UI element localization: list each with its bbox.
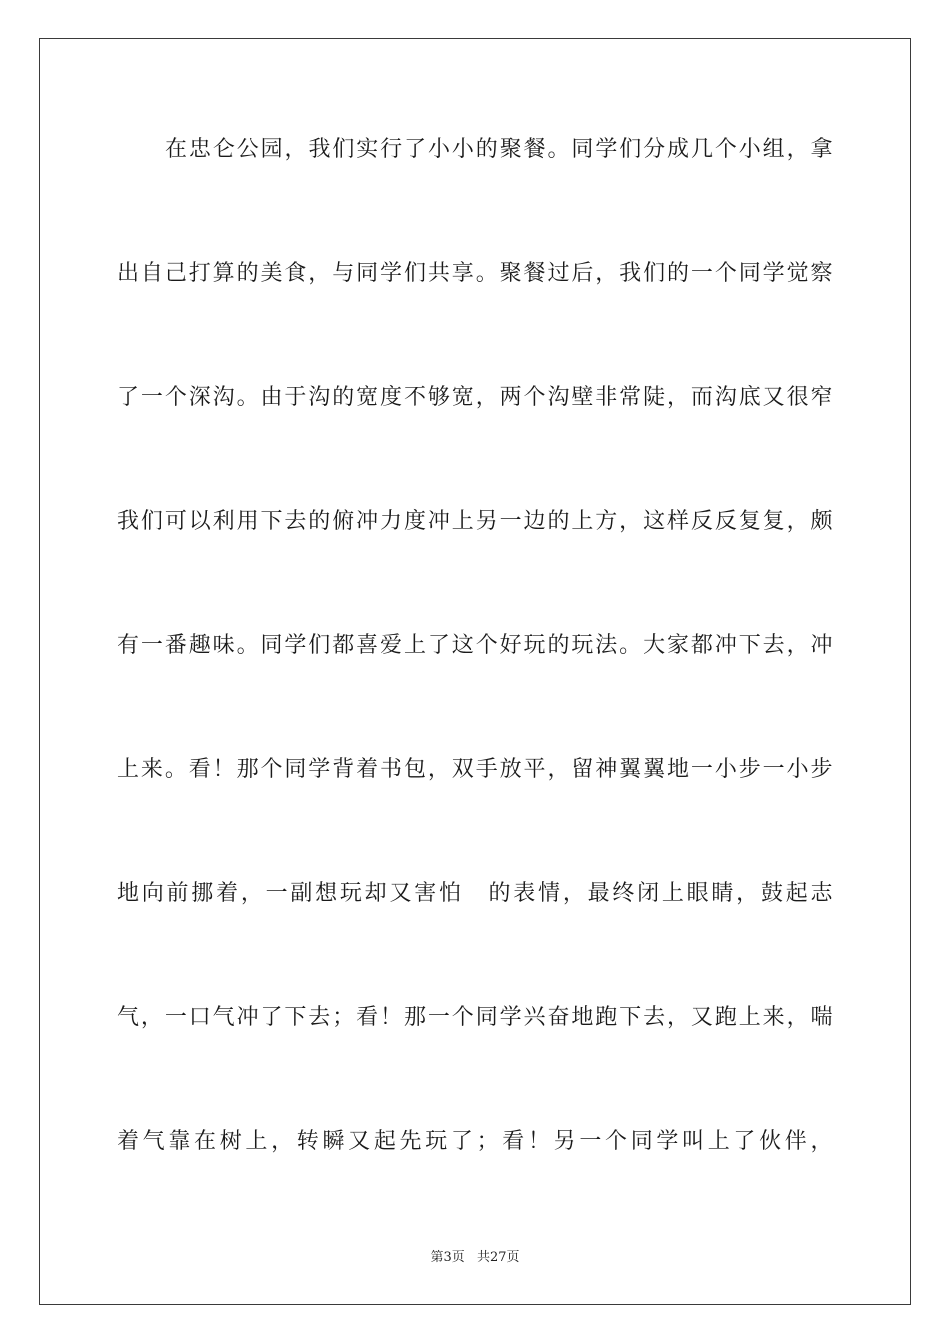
paragraph-line: 我们可以利用下去的俯冲力度冲上另一边的上方，这样反反复复，颇 — [117, 509, 833, 534]
paragraph-line: 了一个深沟。由于沟的宽度不够宽，两个沟壁非常陡，而沟底又很窄 — [117, 385, 833, 410]
paragraph-line: 气，一口气冲了下去；看！那一个同学兴奋地跑下去，又跑上来，喘 — [117, 1005, 833, 1030]
paragraph-line: 上来。看！那个同学背着书包，双手放平，留神翼翼地一小步一小步 — [117, 757, 833, 782]
paragraph-line: 出自己打算的美食，与同学们共享。聚餐过后，我们的一个同学觉察 — [117, 261, 833, 286]
body-text — [117, 128, 833, 1244]
paragraph-line: 在忠仑公园，我们实行了小小的聚餐。同学们分成几个小组，拿 — [165, 137, 833, 162]
paragraph-line: 着气靠在树上，转瞬又起先玩了；看！另一个同学叫上了伙伴， — [117, 1129, 833, 1154]
page-number: 第3页 — [430, 1250, 465, 1265]
paragraph-line: 地向前挪着，一副想玩却又害怕 的表情，最终闭上眼睛，鼓起志 — [117, 881, 833, 906]
paragraph-line: 有一番趣味。同学们都喜爱上了这个好玩的玩法。大家都冲下去，冲 — [117, 633, 833, 658]
page-total: 共27页 — [476, 1250, 520, 1265]
page-footer — [0, 1246, 950, 1265]
